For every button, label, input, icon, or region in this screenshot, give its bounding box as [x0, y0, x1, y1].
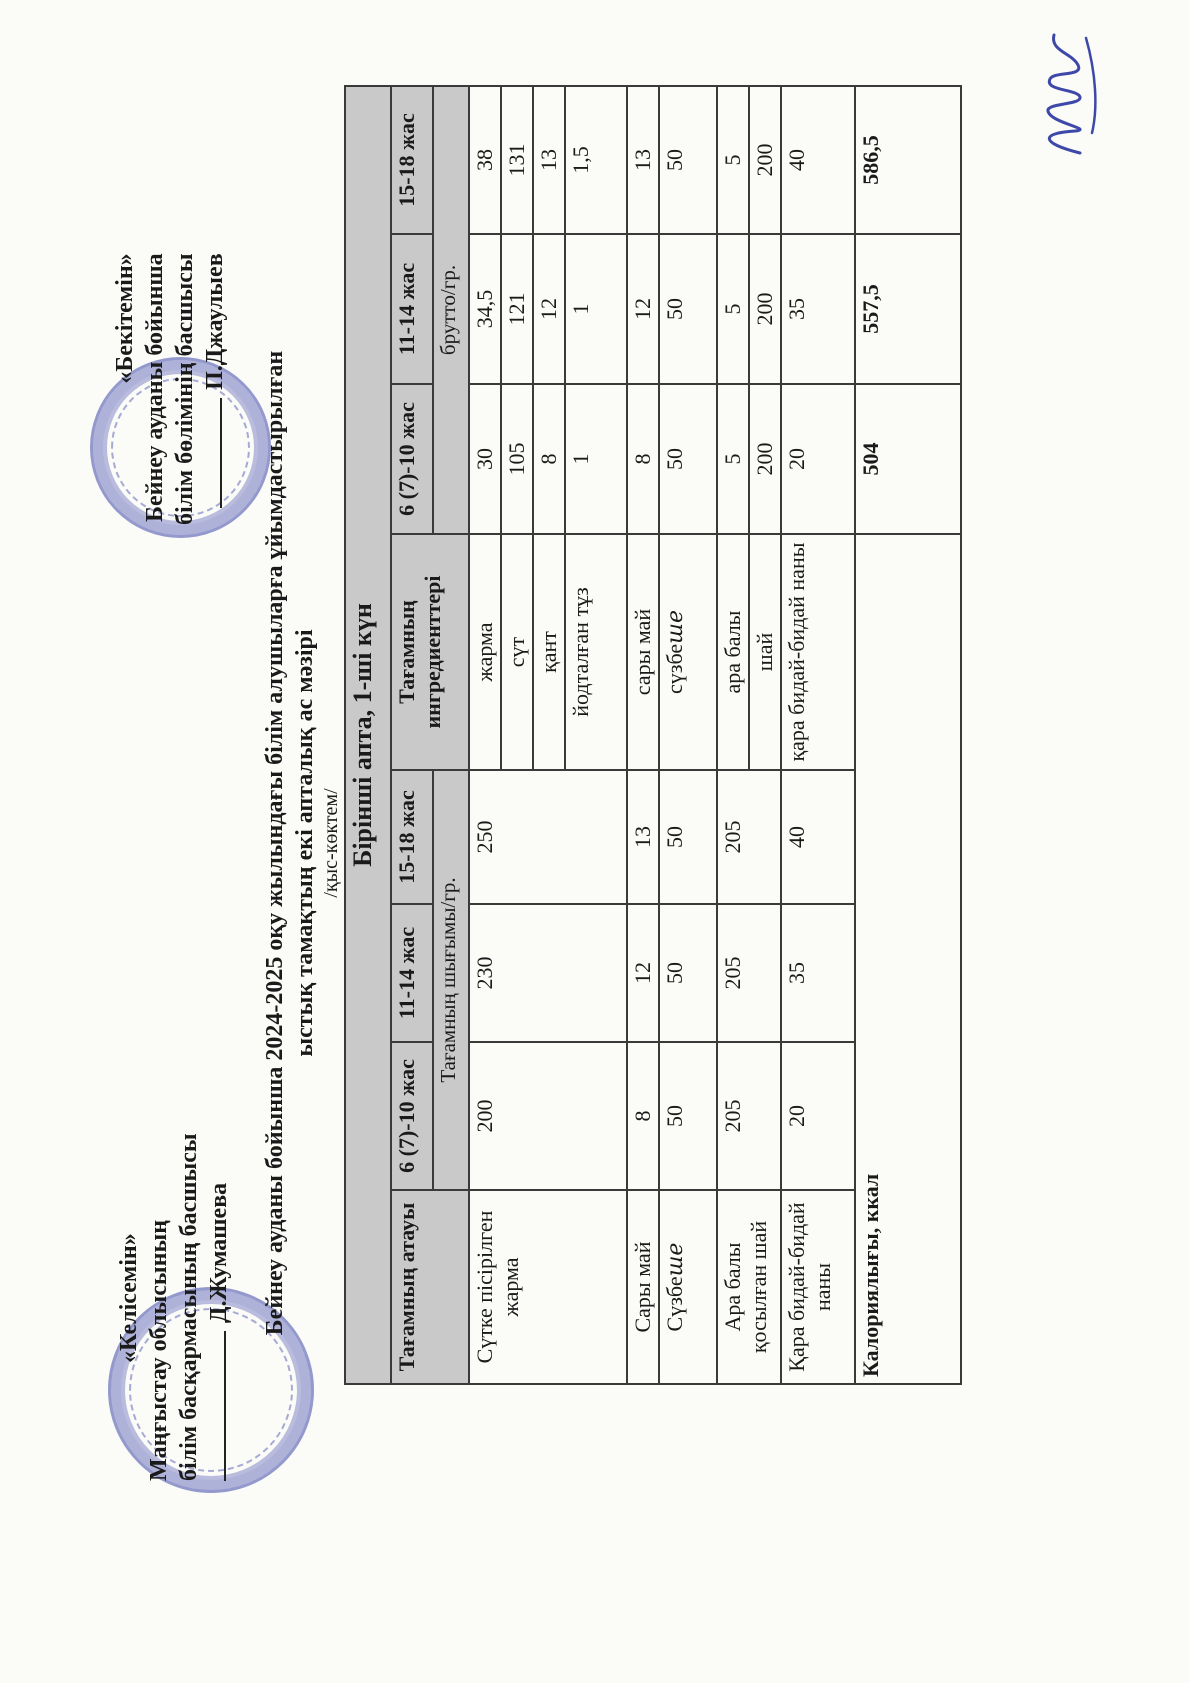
header-age-15-18-b: 15-18 жас	[391, 86, 433, 234]
document-subtitle: ыстық тамақтың екі апталық ас мәзірі	[292, 629, 318, 1057]
gross-value: 40	[781, 86, 855, 234]
gross-value: 1	[565, 384, 627, 534]
portion-value: 250	[469, 770, 627, 904]
calories-value: 504	[855, 384, 961, 534]
ingredient-name: ара балы	[717, 534, 749, 770]
approval-left-line2: білім басқармасының басшысы	[176, 1133, 202, 1481]
dish-name: Сүтке пісірілген жарма	[469, 1190, 627, 1384]
portion-value: 50	[659, 770, 717, 904]
gross-value: 8	[533, 384, 565, 534]
approval-left-signer: Д.Жумашева	[206, 1182, 232, 1323]
gross-value: 35	[781, 234, 855, 384]
calories-label: Калориялығы, ккал	[855, 534, 961, 1384]
approval-block-left	[114, 1133, 234, 1481]
gross-value: 131	[501, 86, 533, 234]
gross-value: 12	[627, 234, 659, 384]
ingredient-name: сүт	[501, 534, 533, 770]
week-day-label: Бірінші апта, 1-ші күн	[345, 86, 391, 1384]
gross-value: 50	[659, 234, 717, 384]
header-ingredients: Тағамның ингредиенттері	[391, 534, 469, 770]
header-age-11-14-b: 11-14 жас	[391, 234, 433, 384]
gross-value: 5	[717, 86, 749, 234]
calories-value: 557,5	[855, 234, 961, 384]
header-age-15-18: 15-18 жас	[391, 770, 433, 904]
dish-name: Сары май	[627, 1190, 659, 1384]
portion-value: 205	[717, 1042, 781, 1190]
gross-value: 38	[469, 86, 501, 234]
gross-value: 1,5	[565, 86, 627, 234]
signature-line	[224, 1331, 226, 1481]
ingredient-name: сары май	[627, 534, 659, 770]
gross-value: 20	[781, 384, 855, 534]
gross-value: 200	[749, 384, 781, 534]
portion-value: 50	[659, 904, 717, 1042]
document-season: /қыс-көктем/	[320, 788, 342, 898]
gross-value: 8	[627, 384, 659, 534]
menu-table	[344, 85, 962, 1385]
dish-name-text: Сүзбе	[662, 1276, 687, 1332]
ingredient-name: шай	[749, 534, 781, 770]
gross-value: 5	[717, 384, 749, 534]
portion-value: 230	[469, 904, 627, 1042]
portion-value: 8	[627, 1042, 659, 1190]
approval-right-signer: П.Джаулыев	[202, 253, 228, 390]
portion-value: 205	[717, 770, 781, 904]
approval-left-title: «Келісемін»	[116, 1233, 142, 1363]
ingredient-name-text: сүзбе	[662, 643, 687, 694]
gross-value: 13	[533, 86, 565, 234]
portion-value: 20	[781, 1042, 855, 1190]
ingredient-name: қант	[533, 534, 565, 770]
header-age-6-10-b: 6 (7)-10 жас	[391, 384, 433, 534]
gross-value: 50	[659, 384, 717, 534]
portion-value: 12	[627, 904, 659, 1042]
dish-name: Ара балы қосылған шай	[717, 1190, 781, 1384]
approval-right-title: «Бекітемін»	[112, 253, 138, 384]
ingredient-name	[659, 534, 717, 770]
dish-name: Қара бидай-бидай наны	[781, 1190, 855, 1384]
gross-value: 1	[565, 234, 627, 384]
portion-value: 35	[781, 904, 855, 1042]
portion-value: 40	[781, 770, 855, 904]
approval-block-right	[110, 253, 230, 525]
gross-value: 121	[501, 234, 533, 384]
handwritten-signature	[1020, 23, 1110, 163]
gross-value: 200	[749, 86, 781, 234]
gross-value: 30	[469, 384, 501, 534]
document-title: Бейнеу ауданы бойынша 2024-2025 оқу жылындағы білім алушыларға ұйымдастырылған	[262, 350, 288, 1336]
gross-value: 105	[501, 384, 533, 534]
ingredient-name: йодталған тұз	[565, 534, 627, 770]
portion-value: 50	[659, 1042, 717, 1190]
dish-name	[659, 1190, 717, 1384]
ingredient-name: қара бидай-бидай наны	[781, 534, 855, 770]
header-age-6-10: 6 (7)-10 жас	[391, 1042, 433, 1190]
unit-portion: Тағамның шығымы/гр.	[433, 770, 469, 1190]
portion-value: 205	[717, 904, 781, 1042]
calories-value: 586,5	[855, 86, 961, 234]
approval-right-line2: білім бөлімінің басшысы	[172, 253, 198, 525]
approval-right-line1: Бейнеу ауданы бойынша	[142, 253, 168, 522]
header-dish: Тағамның атауы	[391, 1190, 469, 1384]
gross-value: 13	[627, 86, 659, 234]
handwritten-correction: ше	[663, 1242, 688, 1277]
gross-value: 200	[749, 234, 781, 384]
gross-value: 12	[533, 234, 565, 384]
portion-value: 200	[469, 1042, 627, 1190]
header-age-11-14: 11-14 жас	[391, 904, 433, 1042]
handwritten-correction: ше	[663, 610, 688, 644]
unit-gross: брутто/гр.	[433, 86, 469, 534]
gross-value: 50	[659, 86, 717, 234]
signature-line	[220, 398, 222, 508]
gross-value: 34,5	[469, 234, 501, 384]
approval-left-line1: Маңғыстау облысының	[146, 1219, 172, 1481]
gross-value: 5	[717, 234, 749, 384]
portion-value: 13	[627, 770, 659, 904]
ingredient-name: жарма	[469, 534, 501, 770]
